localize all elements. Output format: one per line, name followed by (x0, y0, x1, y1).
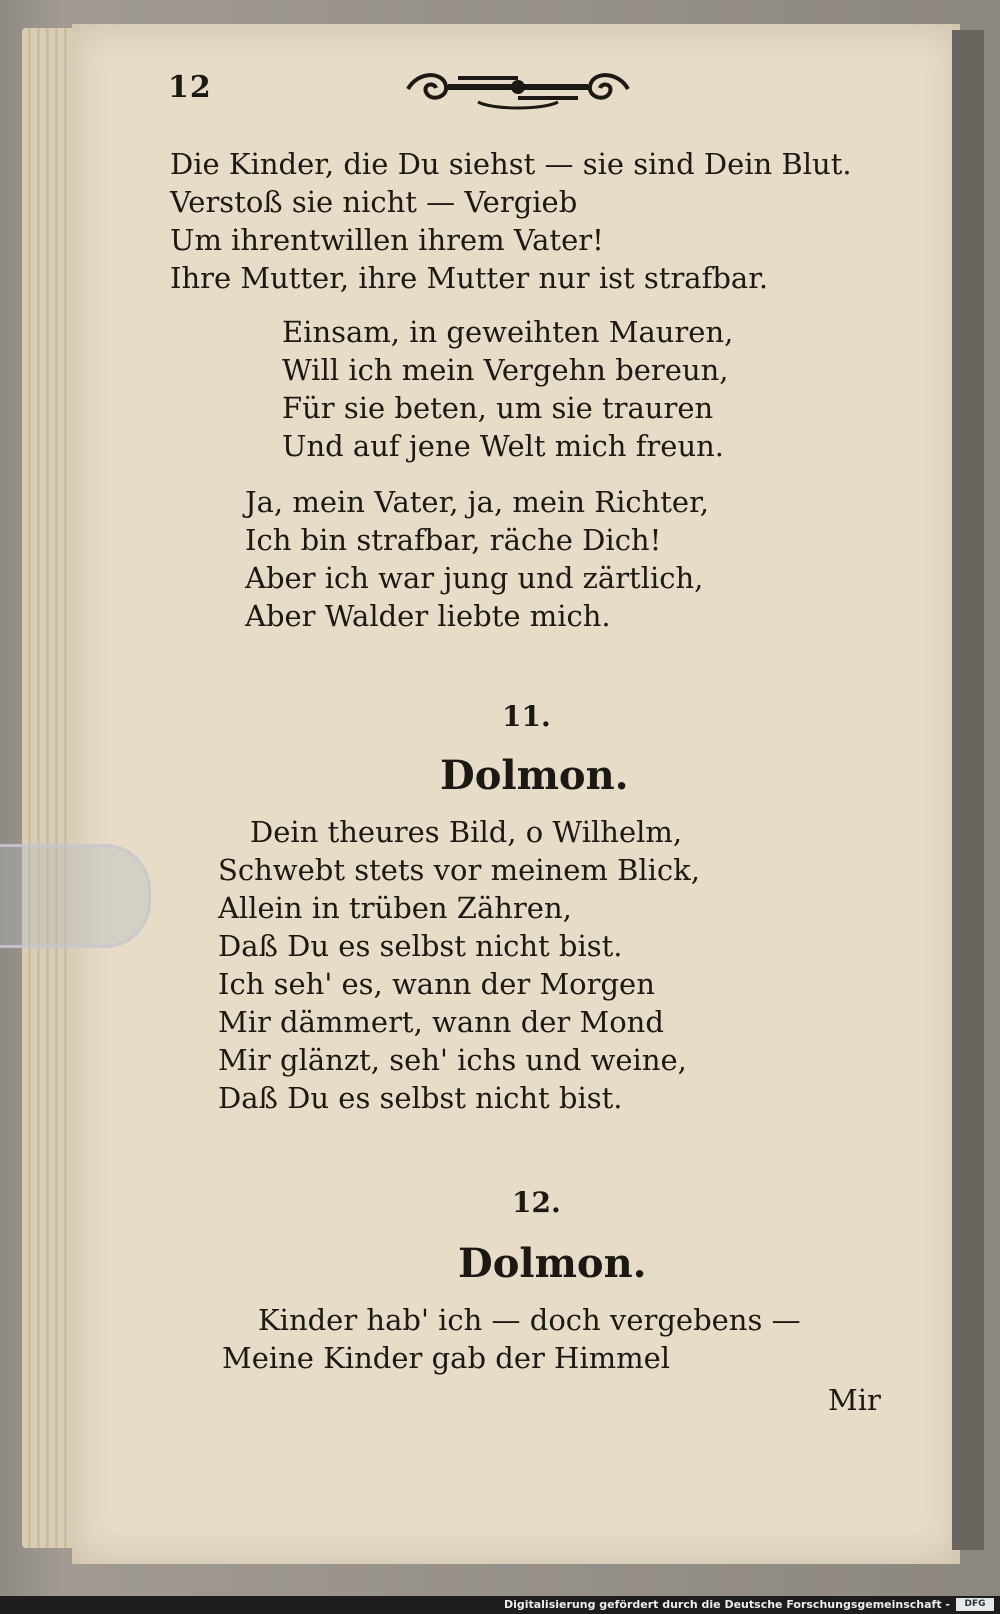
poem-line: Ich seh' es, wann der Morgen (218, 967, 655, 1001)
text-line: Ihre Mutter, ihre Mutter nur ist strafbar. (170, 261, 769, 295)
catchword: Mir (828, 1383, 881, 1417)
poem-line: Dein theures Bild, o Wilhelm, (250, 815, 683, 849)
section-title: Dolmon. (458, 1240, 647, 1287)
text-line: Verstoß sie nicht — Vergieb (170, 185, 578, 219)
dfg-logo: DFG (956, 1598, 994, 1611)
poem-line: Kinder hab' ich — doch vergebens — (258, 1303, 801, 1337)
poem-line: Daß Du es selbst nicht bist. (218, 1081, 623, 1115)
poem-line: Schwebt stets vor meinem Blick, (218, 853, 700, 887)
footer-credit: Digitalisierung gefördert durch die Deutsche Forschungsgemeinschaft - (503, 1598, 950, 1611)
poem-line: Allein in trüben Zähren, (218, 891, 572, 925)
section-title: Dolmon. (440, 752, 629, 799)
ornament-icon (398, 66, 638, 112)
stanza-line: Will ich mein Vergehn bereun, (282, 353, 729, 387)
stanza-line: Aber Walder liebte mich. (245, 599, 611, 633)
book-gutter-shadow (952, 30, 984, 1550)
stanza-line: Und auf jene Welt mich freun. (282, 429, 725, 463)
section-number: 12. (512, 1186, 561, 1219)
text-line: Die Kinder, die Du siehst — sie sind Dein Blut. (170, 147, 852, 181)
page-number: 12 (168, 70, 212, 105)
stanza-line: Aber ich war jung und zärtlich, (245, 561, 704, 595)
poem-line: Meine Kinder gab der Himmel (222, 1341, 671, 1375)
poem-line: Mir dämmert, wann der Mond (218, 1005, 664, 1039)
stanza-line: Ich bin strafbar, räche Dich! (245, 523, 662, 557)
stanza-line: Für sie beten, um sie trauren (282, 391, 714, 425)
stanza-line: Einsam, in geweihten Mauren, (282, 315, 734, 349)
stanza-line: Ja, mein Vater, ja, mein Richter, (245, 485, 709, 519)
poem-line: Mir glänzt, seh' ichs und weine, (218, 1043, 687, 1077)
page-clip (0, 844, 151, 948)
section-number: 11. (502, 700, 551, 733)
text-line: Um ihrentwillen ihrem Vater! (170, 223, 604, 257)
poem-line: Daß Du es selbst nicht bist. (218, 929, 623, 963)
